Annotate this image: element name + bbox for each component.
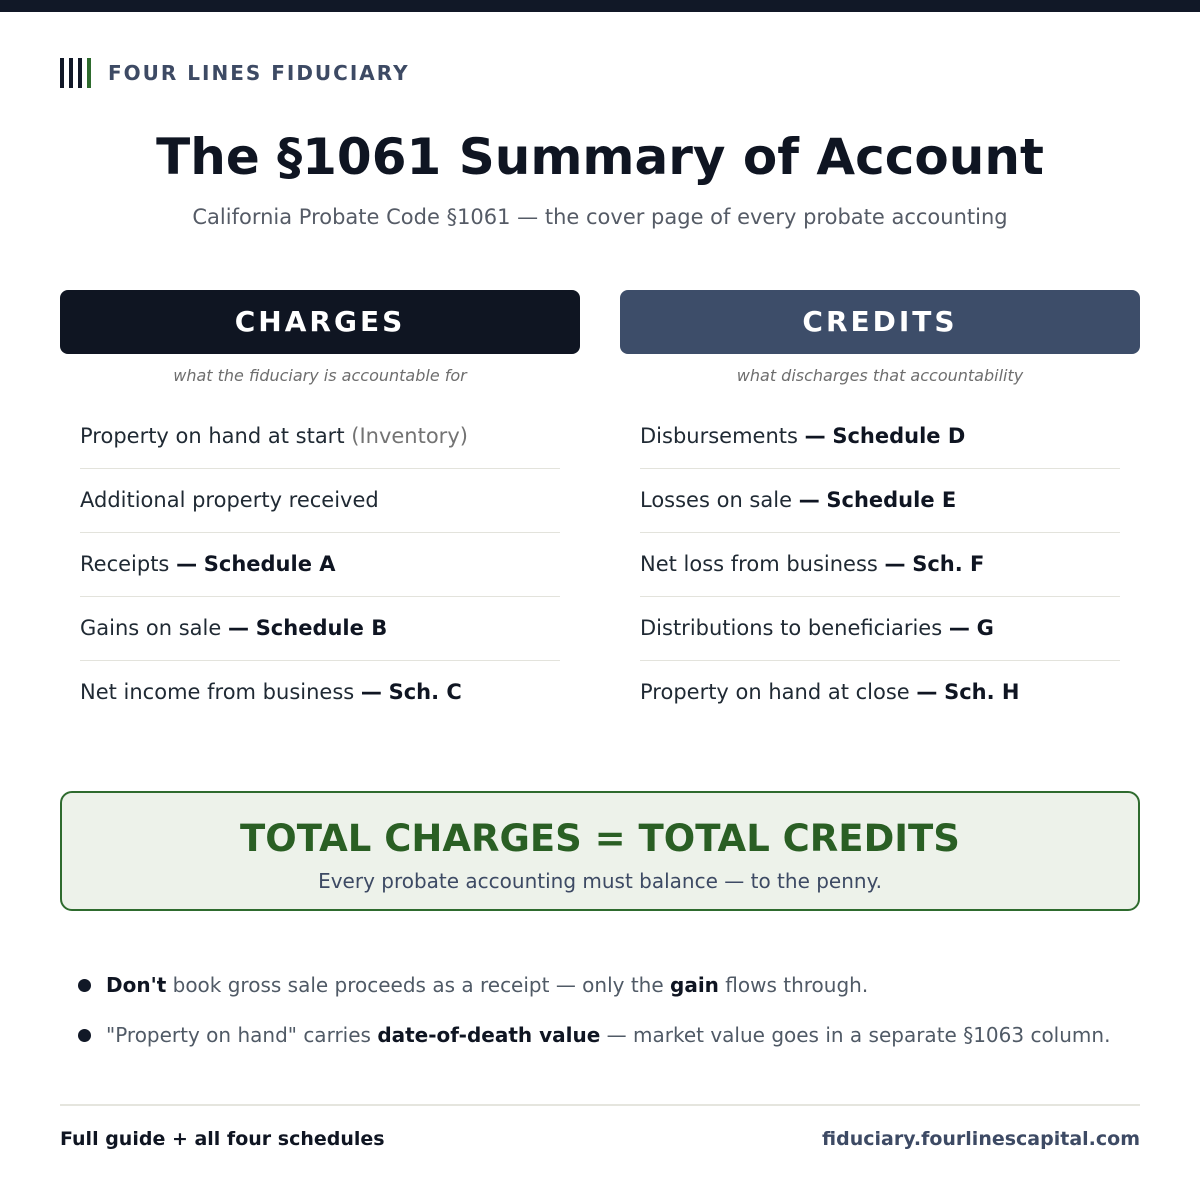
four-lines-logo-icon — [60, 58, 92, 88]
charges-item — [80, 405, 560, 469]
note-text: flows through. — [718, 973, 869, 997]
item-dash: — — [916, 680, 938, 704]
item-label: Net loss from business — [640, 552, 878, 576]
note-bold: gain — [670, 973, 719, 997]
item-dash: — — [360, 680, 382, 704]
bullet-icon — [78, 1029, 91, 1042]
item-label: Receipts — [80, 552, 170, 576]
footer-cta: Full guide + all four schedules — [60, 1128, 385, 1150]
item-dash: — — [798, 488, 820, 512]
item-label: Gains on sale — [80, 616, 222, 640]
balance-subtitle: Every probate accounting must balance — to the penny. — [318, 869, 882, 893]
item-dash: — — [804, 424, 826, 448]
charges-note: what the fiduciary is accountable for — [173, 366, 467, 385]
brand-name: FOUR LINES FIDUCIARY — [108, 61, 410, 85]
note-text: "Property on hand" carries — [106, 1023, 378, 1047]
balance-title: TOTAL CHARGES = TOTAL CREDITS — [240, 817, 960, 860]
item-label: Additional property received — [80, 488, 379, 512]
charges-heading: CHARGES — [60, 290, 580, 354]
credits-item — [640, 469, 1120, 533]
item-dash: — — [948, 616, 970, 640]
item-label: Losses on sale — [640, 488, 792, 512]
note-item — [78, 968, 1158, 1018]
note-item — [78, 1018, 1158, 1068]
charges-item — [80, 533, 560, 597]
credits-item — [640, 597, 1120, 661]
charges-item — [80, 469, 560, 533]
credits-heading: CREDITS — [620, 290, 1140, 354]
item-label: Property on hand at close — [640, 680, 910, 704]
footer-divider — [60, 1104, 1140, 1106]
bullet-icon — [78, 979, 91, 992]
item-label: Property on hand at start — [80, 424, 345, 448]
item-schedule: Sch. H — [944, 680, 1020, 704]
credits-item — [640, 405, 1120, 469]
item-suffix: (Inventory) — [351, 424, 468, 448]
charges-item — [80, 661, 560, 724]
item-schedule: Sch. F — [912, 552, 985, 576]
item-dash: — — [884, 552, 906, 576]
item-schedule: Schedule B — [255, 616, 388, 640]
credits-item — [640, 533, 1120, 597]
item-dash: — — [176, 552, 198, 576]
item-dash: — — [228, 616, 249, 640]
note-text: — market value goes in a separate §1063 column. — [600, 1023, 1111, 1047]
note-bold: date-of-death value — [377, 1023, 601, 1047]
credits-note: what discharges that accountability — [736, 366, 1024, 385]
item-schedule: Schedule E — [826, 488, 957, 512]
credits-item — [640, 661, 1120, 724]
item-schedule: G — [976, 616, 994, 640]
credits-column — [620, 290, 1140, 724]
note-bold: Don't — [106, 973, 167, 997]
balance-callout — [60, 791, 1140, 911]
footer-link[interactable]: fiduciary.fourlinescapital.com — [822, 1128, 1140, 1150]
brand-header — [60, 58, 410, 88]
page-title: The §1061 Summary of Account — [156, 128, 1044, 186]
item-schedule: Schedule D — [832, 424, 966, 448]
notes-list — [78, 968, 1158, 1068]
item-schedule: Sch. C — [388, 680, 462, 704]
item-schedule: Schedule A — [203, 552, 336, 576]
page-subtitle: California Probate Code §1061 — the cover page of every probate accounting — [192, 205, 1008, 229]
item-label: Distributions to beneficiaries — [640, 616, 943, 640]
note-text: book gross sale proceeds as a receipt — only the — [166, 973, 671, 997]
item-label: Disbursements — [640, 424, 798, 448]
charges-column — [60, 290, 580, 724]
charges-item — [80, 597, 560, 661]
item-label: Net income from business — [80, 680, 355, 704]
top-accent-bar — [0, 0, 1200, 12]
